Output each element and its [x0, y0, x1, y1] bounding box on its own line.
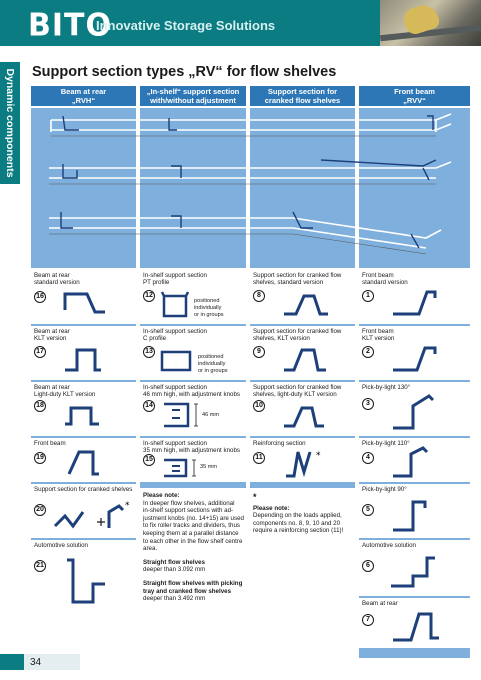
item-number: 19 [34, 452, 46, 464]
profile-19-icon [61, 444, 121, 480]
profile-17-icon [61, 342, 121, 376]
page-title: Support section types „RV“ for flow shelves [32, 64, 337, 80]
cell-cranked-support: Support section for cranked shelves 20 * [31, 484, 136, 538]
header-tagline: Innovative Storage Solutions [96, 18, 276, 33]
profile-6-icon [387, 552, 449, 592]
cell-reinforcing: Reinforcing section 11 * [250, 438, 355, 482]
profile-10-icon [280, 398, 340, 434]
profile-2-icon [389, 340, 449, 378]
column-header-rvh: Beam at rear „RVH“ [31, 86, 136, 106]
item-number: 12 [143, 290, 155, 302]
item-number: 18 [34, 400, 46, 412]
header-photo [380, 0, 481, 46]
bito-logo: BITO [28, 7, 112, 44]
cell-front-beam: Front beam 19 [31, 438, 136, 482]
item-number: 4 [362, 452, 374, 464]
page-number: 34 [30, 657, 42, 668]
cell-inshelf-c: In-shelf support section C profile 13 positioned individually or in groups [140, 326, 246, 380]
profile-20-icon [51, 498, 135, 536]
side-tab [0, 62, 20, 184]
cell-pbl-110: Pick-by-light 110° 4 [359, 438, 470, 482]
profile-18-icon [61, 398, 121, 432]
profile-5-icon [389, 494, 449, 536]
column-header-rvv: Front beam „RVV“ [359, 86, 470, 106]
profile-21-icon [59, 554, 119, 614]
item-number: 11 [253, 452, 265, 464]
cell-cranked-standard: Support section for cranked flow shelves, standard version 8 [250, 270, 355, 324]
item-number: 16 [34, 291, 46, 303]
profile-3-icon [389, 390, 449, 434]
cranked-note: * Please note: Depending on the loads applied, components no. 8, 9, 10 and 20 require a reinforcing section (11)! [253, 492, 344, 535]
profile-12-icon [160, 290, 192, 320]
cell-front-klt: Front beam KLT version 2 [359, 326, 470, 380]
profile-1-icon [389, 284, 449, 322]
cell-rear-beam-standard: Beam at rear standard version 16 [31, 270, 136, 324]
inshelf-note: Please note: In deeper flow shelves, additional in-shelf support sections with ad- justment knobs (no. 14+15) are used to fix roller tracks and dividers, thus keeping them at a parallel distance to each other in the flow shelf centre area. Straight flow shelves deeper than 3.092 mm Straight flow shelves with picking tray and cranked flow shelves deeper than 3.492 mm [143, 492, 244, 603]
item-number: 8 [253, 290, 265, 302]
cell-pbl-90: Pick-by-light 90° 5 [359, 484, 470, 538]
cell-automotive: Automotive solution 21 [31, 540, 136, 648]
item-number: 7 [362, 614, 374, 626]
flow-shelf-drawings [31, 108, 470, 268]
item-number: 3 [362, 398, 374, 410]
profile-8-icon [280, 286, 340, 322]
cell-inshelf-pt: In-shelf support section PT profile 12 positioned individually or in groups [140, 270, 246, 324]
item-number: 20 [34, 504, 46, 516]
cell-cranked-light: Support section for cranked flow shelves, light-duty KLT version 10 [250, 382, 355, 436]
item-number: 21 [34, 560, 46, 572]
item-number: 5 [362, 504, 374, 516]
svg-text:*: * [316, 451, 321, 461]
column-header-rvda: Support section for cranked flow shelves [250, 86, 355, 106]
cell-inshelf-46: In-shelf support section 46 mm high, with adjustment knobs 14 46 mm [140, 382, 246, 436]
cell-rear-beam-light: Beam at rear Light-duty KLT version 18 [31, 382, 136, 436]
cell-rear-beam-klt: Beam at rear KLT version 17 [31, 326, 136, 380]
profile-14-icon [160, 400, 230, 432]
cell-inshelf-35: In-shelf support section 35 mm high, with adjustment knobs 15 35 mm [140, 438, 246, 482]
profile-11-icon [280, 446, 330, 480]
profile-4-icon [389, 444, 449, 480]
cell-front-standard: Front beam standard version 1 [359, 270, 470, 324]
page-header [0, 0, 481, 46]
profile-7-icon [389, 608, 451, 646]
column-header-inshelf: „In-shelf“ support section with/without adjustment [140, 86, 246, 106]
cell-automotive-front: Automotive solution 6 [359, 540, 470, 596]
item-number: 13 [143, 346, 155, 358]
item-number: 15 [143, 454, 155, 466]
item-number: 2 [362, 346, 374, 358]
profile-15-icon [160, 456, 230, 482]
profile-9-icon [280, 342, 340, 378]
item-number: 14 [143, 400, 155, 412]
cell-cranked-klt: Support section for cranked flow shelves, KLT version 9 [250, 326, 355, 380]
svg-text:*: * [125, 501, 130, 511]
cell-pbl-130: Pick-by-light 130° 3 [359, 382, 470, 436]
profile-13-icon [158, 348, 194, 376]
item-number: 6 [362, 560, 374, 572]
side-tab-label: Dynamic components [4, 68, 16, 178]
profile-16-icon [61, 286, 111, 320]
item-number: 17 [34, 346, 46, 358]
cell-rear-beam-col4: Beam at rear 7 [359, 598, 470, 648]
item-number: 1 [362, 290, 374, 302]
item-number: 9 [253, 346, 265, 358]
item-number: 10 [253, 400, 265, 412]
